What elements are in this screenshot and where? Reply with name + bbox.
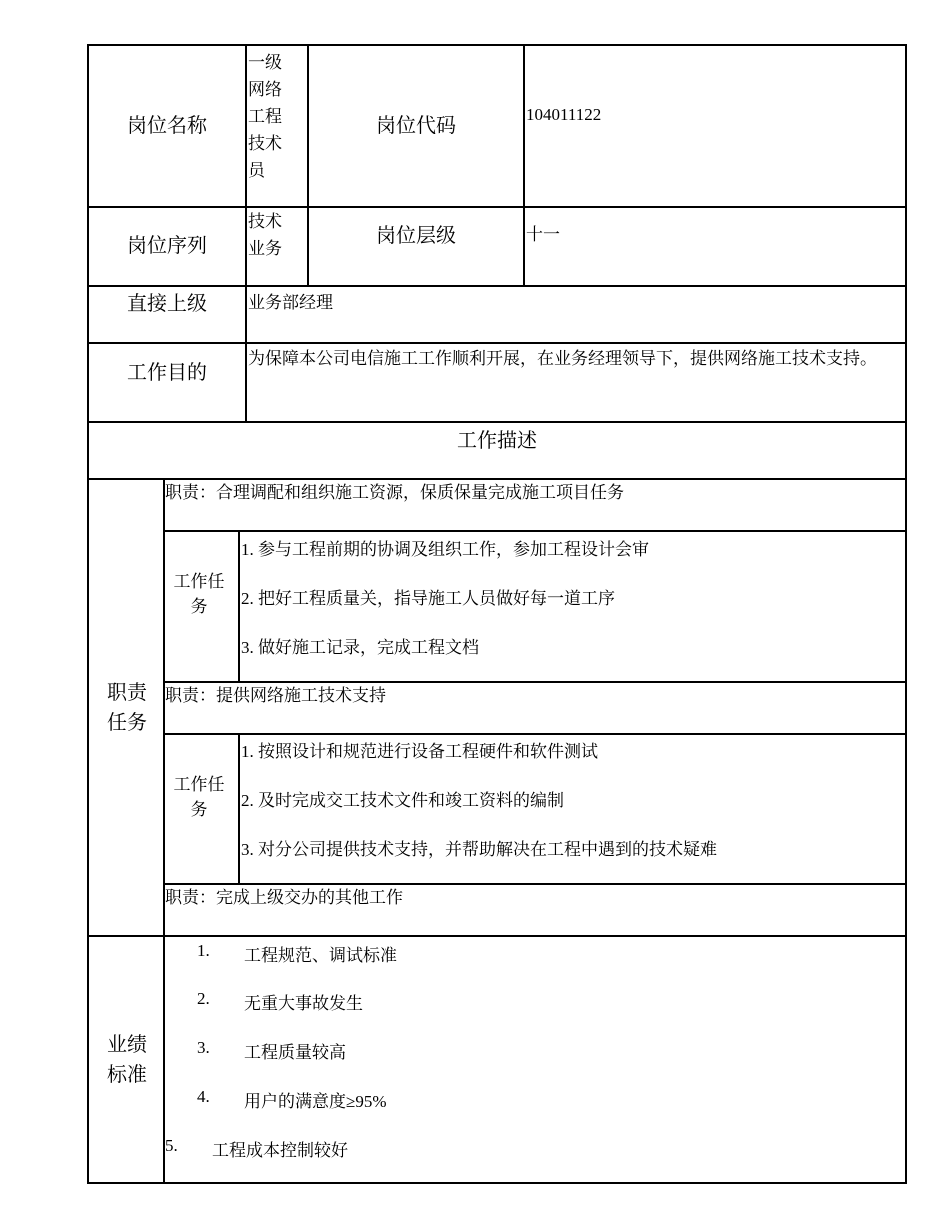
task-1-2: 2. 把好工程质量关，指导施工人员做好每一道工序 xyxy=(241,589,615,608)
position-code-value: 104011122 xyxy=(526,105,602,124)
supervisor-value: 业务部经理 xyxy=(248,293,333,312)
duty-title-3: 职责：完成上级交办的其他工作 xyxy=(165,888,403,907)
task-2-3: 3. 对分公司提供技术支持，并帮助解决在工程中遇到的技术疑难 xyxy=(241,840,717,859)
task-1-3: 3. 做好施工记录，完成工程文档 xyxy=(241,638,479,657)
position-level-label: 岗位层级 xyxy=(376,225,456,247)
position-level-value: 十一 xyxy=(526,225,560,244)
position-name-value: 一级网络工程技术员 xyxy=(248,53,282,180)
duty-title-1: 职责：合理调配和组织施工资源，保质保量完成施工项目任务 xyxy=(165,483,624,502)
performance-text-1: 工程规范、调试标准 xyxy=(244,946,397,965)
purpose-label: 工作目的 xyxy=(127,361,207,384)
performance-text-5: 工程成本控制较好 xyxy=(212,1141,348,1160)
performance-num-2: 2. xyxy=(197,989,210,1008)
performance-num-1: 1. xyxy=(197,941,210,960)
performance-label: 业绩标准 xyxy=(107,1033,147,1086)
performance-text-3: 工程质量较高 xyxy=(244,1043,346,1062)
task-label-2: 工作任务 xyxy=(173,775,225,819)
supervisor-label: 直接上级 xyxy=(127,293,207,315)
duty-title-2: 职责：提供网络施工技术支持 xyxy=(165,686,386,705)
position-name-label: 岗位名称 xyxy=(127,114,207,137)
position-sequence-value: 技术业务 xyxy=(248,212,282,258)
task-2-1: 1. 按照设计和规范进行设备工程硬件和软件测试 xyxy=(241,742,598,761)
position-code-label: 岗位代码 xyxy=(376,114,456,137)
performance-num-3: 3. xyxy=(197,1038,210,1057)
position-sequence-label: 岗位序列 xyxy=(127,235,207,257)
task-label-1: 工作任务 xyxy=(173,572,225,616)
task-1-1: 1. 参与工程前期的协调及组织工作，参加工程设计会审 xyxy=(241,540,649,559)
performance-num-5: 5. xyxy=(165,1136,178,1155)
performance-num-4: 4. xyxy=(197,1087,210,1106)
purpose-value: 为保障本公司电信施工工作顺利开展，在业务经理领导下，提供网络施工技术支持。 xyxy=(248,349,877,368)
task-2-2: 2. 及时完成交工技术文件和竣工资料的编制 xyxy=(241,791,564,810)
performance-text-4: 用户的满意度≥95% xyxy=(244,1092,387,1111)
duties-label: 职责任务 xyxy=(107,681,147,734)
performance-text-2: 无重大事故发生 xyxy=(244,994,363,1013)
work-description-title: 工作描述 xyxy=(457,429,537,452)
